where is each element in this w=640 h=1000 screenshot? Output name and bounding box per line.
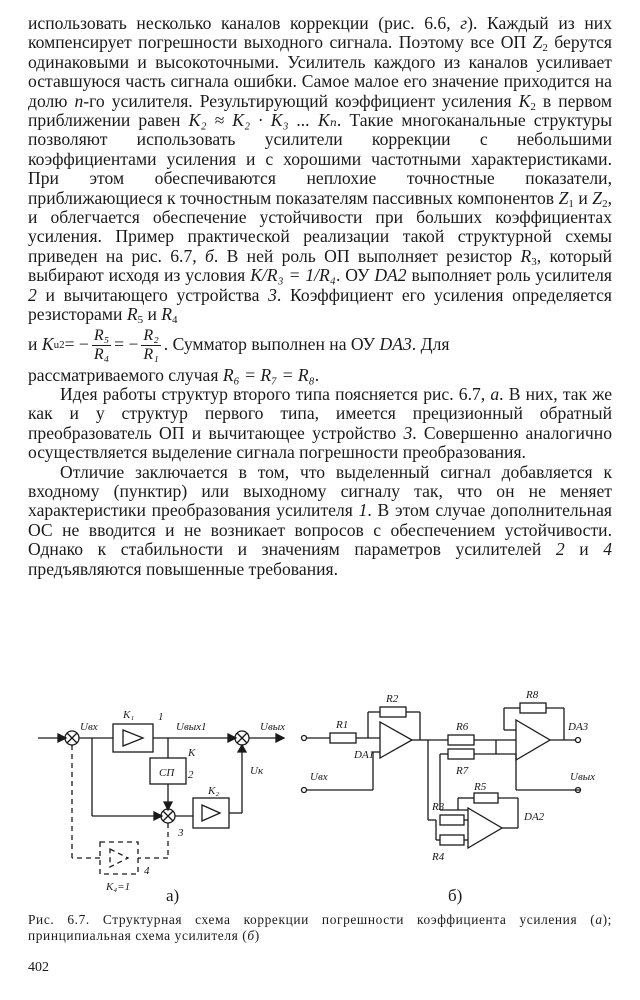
formula-condition: K/R₃ = 1/R₄ (250, 265, 336, 286)
text-run: и (564, 539, 604, 560)
amplifier-k2-box (193, 798, 229, 828)
denominator: R₄ (93, 345, 110, 363)
paragraph-3 (28, 463, 612, 579)
page-number: 402 (28, 960, 49, 975)
text-run: ) (254, 928, 260, 943)
subscript: 5 (137, 314, 144, 327)
opamp-da3-icon (516, 720, 550, 760)
label-1: 1 (158, 711, 164, 723)
text-run: б (204, 245, 214, 266)
text-run: . В них, так же как и у структур первого типа, имеется прецизионный обратный преобразователь ОП и вычитающее устройство (28, 383, 613, 443)
resistor-r5 (474, 793, 498, 803)
amplifier-triangle-icon (202, 805, 220, 821)
figure-label-b: б) (448, 886, 463, 905)
text-run: . Коэффициент его усиления определяется резисторами (28, 284, 613, 325)
arrow-icon (276, 734, 284, 742)
label-da3: DA3 (568, 721, 589, 733)
label-3: 3 (178, 827, 184, 839)
figure-caption (28, 912, 612, 944)
label-2: 2 (188, 769, 194, 781)
subscript: 1 (568, 197, 574, 210)
amplifier-triangle-icon (110, 849, 128, 867)
equals-minus: = − (114, 334, 139, 355)
arrow-icon (238, 745, 246, 752)
label-uvyx-b: Uвых (570, 771, 596, 783)
subscript: 3 (531, 255, 537, 268)
symbol-da2: DA2 (374, 265, 407, 286)
label-uvyx1: Uвых1 (176, 721, 207, 733)
label-k1: K₁ (123, 709, 135, 721)
text-run: ); принципиальная схема усилителя ( (28, 912, 612, 943)
text-run: ). Каждый из них компенсирует погрешности выходного сигнала. Поэтому все ОП (28, 13, 612, 53)
label-r1: R1 (336, 719, 349, 731)
symbol-z: Z (532, 32, 543, 53)
text-run: . В этом случае дополнительная ОС не вводится и не возникает вопросов с обеспечением устойчивости. Однако к стабильности и значениям параметров усилителей (28, 500, 612, 560)
symbol-1: 1 (358, 500, 368, 521)
symbol-3: 3 (268, 284, 277, 305)
formula-product: K₂ ≈ K₂ · K₃ ... Kₙ (188, 110, 337, 131)
opamp-da2-icon (468, 808, 502, 848)
label-uvyx: Uвых (260, 721, 286, 733)
label-k2: K₂ (208, 785, 220, 797)
symbol-4: 4 (603, 539, 612, 560)
arrow-icon (154, 812, 162, 820)
formula-line: и K u2 = − $\frac{\text{R₅}}{\text{R₄}}$ = − $\frac{\text{R₂}}{\text{R₁}}$ . Сумматор выполнен на ОУ DA3 . Для (28, 326, 450, 363)
subscript: 4 (172, 314, 178, 327)
label-k4: K₄=1 (106, 881, 131, 893)
numerator: R₅ (93, 326, 110, 344)
amplifier-k4-box (100, 842, 138, 874)
resistor-r6 (448, 735, 474, 745)
label-r2: R2 (386, 693, 399, 705)
paragraph-1-end (28, 366, 612, 385)
symbol-2: 2 (555, 539, 565, 560)
text-run: а (595, 912, 603, 927)
text-run: г (460, 13, 468, 33)
subscript: 2 (542, 42, 548, 55)
label-r8: R8 (526, 690, 539, 701)
figure-6-7 (28, 690, 612, 910)
label-r7: R7 (456, 765, 469, 777)
fraction-r5-r4 (92, 327, 111, 364)
symbol-r5: R (126, 304, 138, 325)
denominator: R₁ (143, 345, 159, 363)
text-run: -го усилителя. Результирующий коэффициент усиления (83, 90, 519, 111)
symbol-r4: R (161, 304, 173, 325)
resistor-r8 (520, 703, 546, 713)
text-run: . Сумматор выполнен на ОУ (163, 334, 376, 355)
label-da1: DA1 (354, 749, 375, 761)
text-run: , который выбирают исходя из условия (28, 245, 613, 286)
label-sp: СП (159, 767, 175, 779)
terminal-icon (302, 736, 307, 741)
text-run: б (247, 928, 255, 943)
circuit-diagram-b-labels (310, 690, 595, 863)
text-run: . ОУ (335, 265, 375, 286)
subscript: 2 (602, 197, 608, 210)
text-run: а (490, 383, 500, 404)
text-run: . Для (411, 334, 450, 355)
resistor-r4 (440, 835, 464, 845)
terminal-icon (576, 738, 581, 743)
block-diagram-a-labels (80, 709, 285, 893)
resistor-r1 (330, 733, 356, 743)
text-run: и (143, 304, 162, 325)
text-run: предъявляются повышенные требования. (28, 558, 339, 579)
symbol-ku: K (41, 334, 54, 355)
text-run: . Совершенно аналогично осуществляется выделение сигнала погрешности преобразования. (28, 422, 612, 463)
symbol-z1: Z (558, 187, 569, 208)
symbol-2: 2 (28, 284, 37, 305)
figure-diagrams (28, 690, 612, 910)
label-uvx: Uвх (80, 721, 98, 733)
subscript: 2 (530, 100, 536, 113)
dashed-branch (72, 745, 168, 874)
label-4: 4 (144, 865, 150, 877)
text-run: рассматриваемого случая (28, 364, 223, 385)
text-run: Идея работы структур второго типа поясняется рис. 6.7, (60, 383, 491, 404)
fraction-r2-r1 (141, 327, 160, 364)
equals-minus: = − (64, 334, 89, 355)
label-da2: DA2 (524, 811, 545, 823)
page-text (28, 14, 612, 579)
text-run: использовать несколько каналов коррекции (рис. 6.6, (28, 13, 461, 33)
paragraph-2 (28, 385, 612, 463)
label-uk: Uк (250, 765, 264, 777)
label-r3: R3 (432, 801, 445, 813)
symbol-k: K (518, 90, 531, 111)
label-r6: R6 (456, 721, 469, 733)
numerator: R₂ (143, 326, 159, 344)
text-run: в первом приближении равен (28, 90, 612, 131)
text-run: , и облегчается обеспечение устойчивости при больших коэффициентах усиления. Пример практической реализации такой структурной схемы приведен на рис. 6.7, (28, 187, 612, 266)
paragraph-1 (28, 14, 612, 325)
text-run: . Такие многоканальные структуры позволяют использовать усилители коррекции с небольшими коэффициентами усиления и с хорошими частотными характеристиками. При этом обеспечиваются неплохие точностные показатели, приближающиеся к точностным показателям пассивных компонентов (28, 110, 613, 208)
resistor-r3 (440, 815, 464, 825)
symbol-z2: Z (592, 187, 603, 208)
resistor-r2 (380, 707, 406, 717)
block-diagram-a (38, 724, 284, 874)
amplifier-k1-box (113, 724, 153, 752)
text-run: . (314, 364, 320, 385)
label-uvx-b: Uвх (310, 771, 328, 783)
label-r4: R4 (432, 851, 445, 863)
formula-equality: R₆ = R₇ = R₈ (222, 364, 315, 385)
resistor-r7 (448, 749, 474, 759)
text-run: и вычитающего устройства (36, 284, 269, 305)
symbol-da3: DA3 (379, 334, 412, 355)
label-r5: R5 (474, 781, 487, 793)
text-run: и (28, 334, 38, 355)
label-k: K (188, 747, 196, 759)
opamp-da1-icon (380, 722, 412, 758)
text-run: выполняет роль усилителя (406, 265, 612, 286)
amplifier-triangle-icon (123, 730, 143, 746)
text-run: Отличие заключается в том, что выделенный сигнал добавляется к входному (пунктир) или выходному сигналу так, что он не меняет характеристики преобразования усилителя (28, 461, 612, 521)
text-run: берутся одинаковыми и высокоточными. Усилитель каждого из каналов усиливает оставшуюся часть сигнала ошибки. Самое малое его значение приходится на долю (28, 32, 613, 111)
symbol-r3: R (520, 245, 532, 266)
symbol-n: n (74, 90, 84, 111)
text-run: . В ней роль ОП выполняет резистор (213, 245, 521, 266)
symbol-3: 3 (403, 422, 413, 443)
terminal-icon (302, 788, 307, 793)
figure-label-a: а) (166, 886, 180, 905)
text-run: и (573, 187, 593, 208)
text-run: Рис. 6.7. Структурная схема коррекции погрешности коэффициента усиления ( (28, 912, 596, 927)
